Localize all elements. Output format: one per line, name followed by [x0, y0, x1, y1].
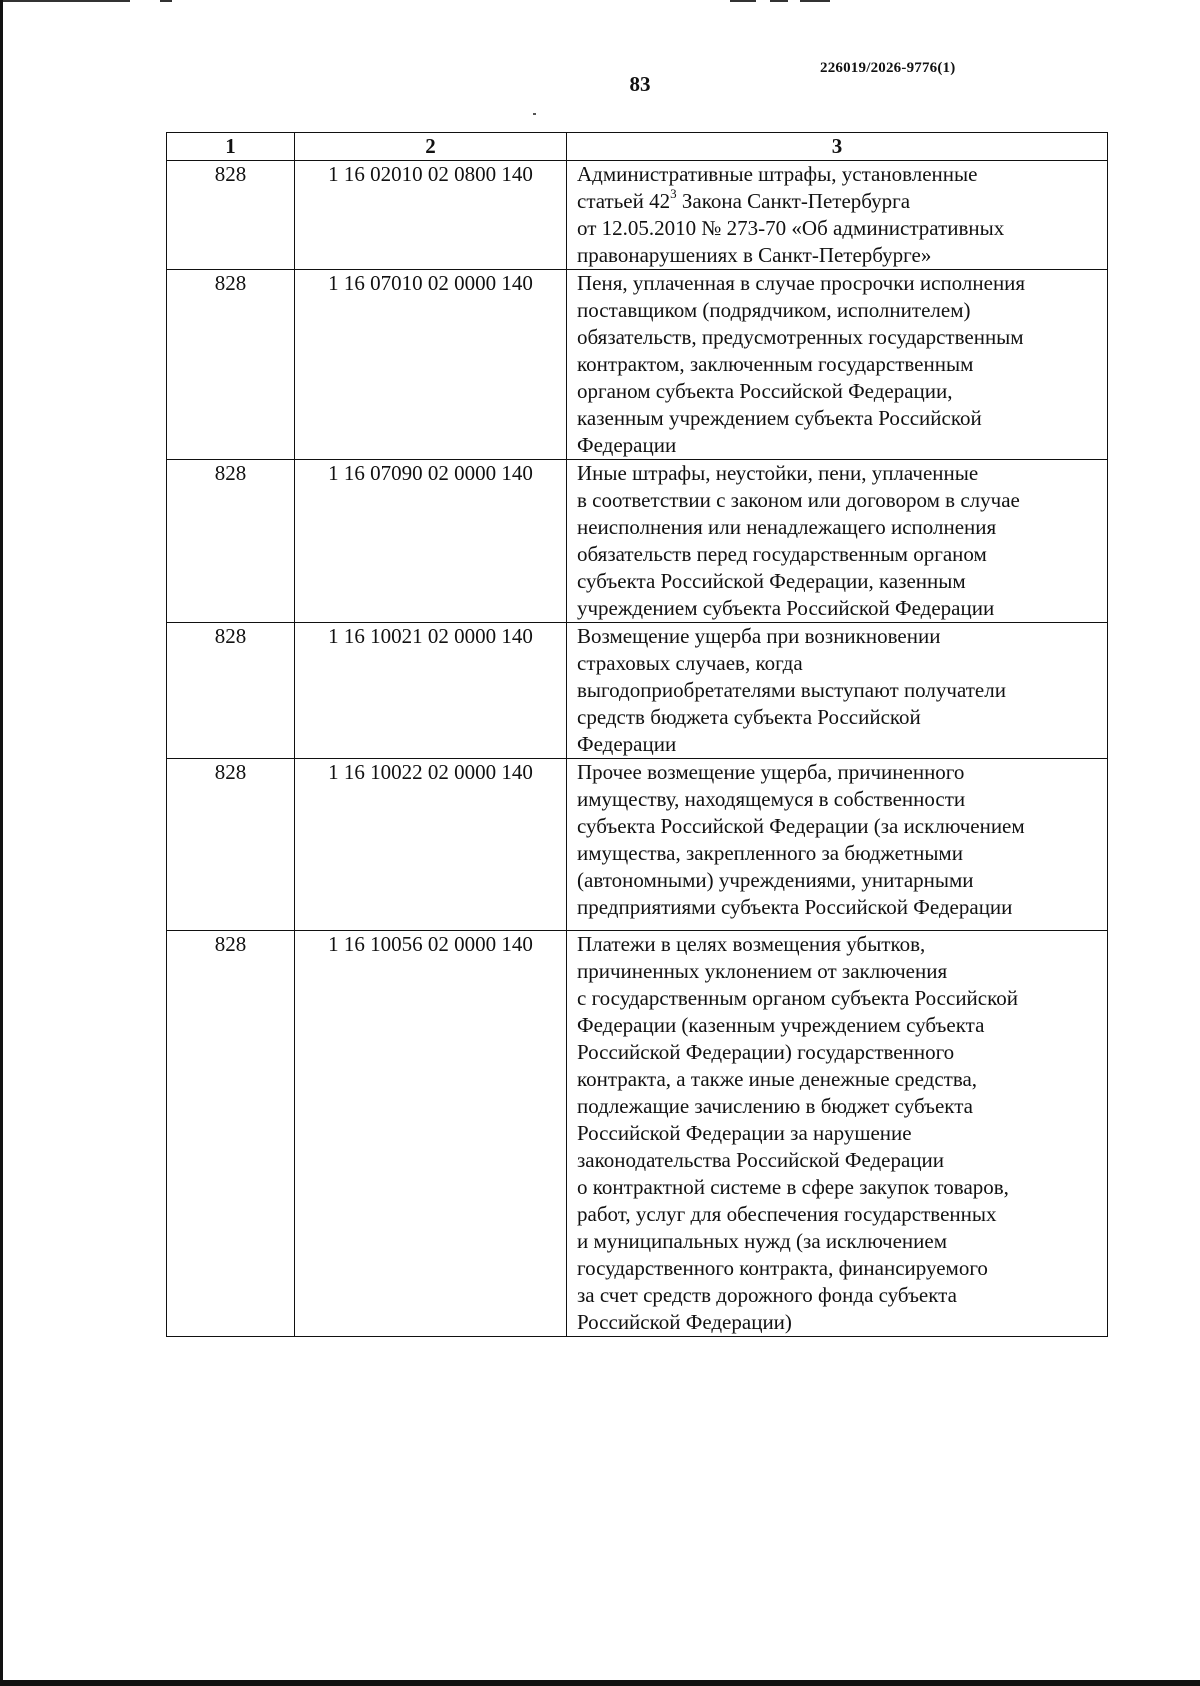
column-header-2: 2 — [295, 133, 567, 161]
admin-code-cell: 828 — [167, 460, 295, 623]
table-header — [167, 133, 1108, 161]
description-line: субъекта Российской Федерации (за исключением — [577, 814, 1025, 838]
description-line: Федерации — [577, 732, 677, 756]
admin-code-cell: 828 — [167, 161, 295, 270]
description-line: Российской Федерации) государственного — [577, 1040, 955, 1064]
description-line: имущества, закрепленного за бюджетными — [577, 841, 963, 865]
description-line: субъекта Российской Федерации, казенным — [577, 569, 966, 593]
description-line: страховых случаев, когда — [577, 651, 803, 675]
table-row — [167, 931, 1108, 1337]
scan-top-edge — [0, 0, 1200, 4]
revenue-code-cell: 1 16 07090 02 0000 140 — [295, 460, 567, 623]
description-line: Федерации (казенным учреждением субъекта — [577, 1013, 985, 1037]
page-number: 83 — [629, 72, 651, 96]
table-row — [167, 759, 1108, 931]
description-line: (автономными) учреждениями, унитарными — [577, 868, 974, 892]
description-cell — [567, 161, 1108, 270]
description-line: органом субъекта Российской Федерации, — [577, 379, 953, 403]
description-line: Пеня, уплаченная в случае просрочки исполнения — [577, 271, 1026, 295]
description-line: Иные штрафы, неустойки, пени, уплаченные — [577, 461, 979, 485]
description-line: контрактом, заключенным государственным — [577, 352, 974, 376]
description-line: Российской Федерации за нарушение — [577, 1121, 912, 1145]
description-line: имуществу, находящемуся в собственности — [577, 787, 966, 811]
admin-code-cell: 828 — [167, 759, 295, 931]
description-line: Платежи в целях возмещения убытков, — [577, 932, 926, 956]
admin-code-cell: 828 — [167, 270, 295, 460]
description-line: Федерации — [577, 433, 677, 457]
description-line: с государственным органом субъекта Российской — [577, 986, 1018, 1010]
table-row — [167, 270, 1108, 460]
description-line: неисполнения или ненадлежащего исполнения — [577, 515, 997, 539]
description-cell — [567, 623, 1108, 759]
admin-code-cell: 828 — [167, 623, 295, 759]
table-row — [167, 623, 1108, 759]
description-line: Прочее возмещение ущерба, причиненного — [577, 760, 965, 784]
description-line: и муниципальных нужд (за исключением — [577, 1229, 947, 1253]
description-line: Российской Федерации) — [577, 1310, 792, 1334]
table-row — [167, 161, 1108, 270]
description-line: работ, услуг для обеспечения государственных — [577, 1202, 997, 1226]
description-line — [577, 188, 1101, 215]
description-line: Административные штрафы, установленные — [577, 162, 978, 186]
header-row — [167, 133, 1108, 161]
description-line: контракта, а также иные денежные средства, — [577, 1067, 978, 1091]
description-line: Возмещение ущерба при возникновении — [577, 624, 941, 648]
description-line: государственного контракта, финансируемого — [577, 1256, 988, 1280]
table-body — [167, 161, 1108, 1337]
description-line: казенным учреждением субъекта Российской — [577, 406, 982, 430]
description-text: Закона Санкт-Петербурга — [676, 189, 911, 213]
column-header-1: 1 — [167, 133, 295, 161]
revenue-code-cell: 1 16 10021 02 0000 140 — [295, 623, 567, 759]
revenue-code-cell: 1 16 10022 02 0000 140 — [295, 759, 567, 931]
document-registration-number: 226019/2026-9776(1) — [820, 60, 956, 76]
description-cell — [567, 460, 1108, 623]
description-line: от 12.05.2010 № 273-70 «Об административных — [577, 216, 1005, 240]
description-line: учреждением субъекта Российской Федерации — [577, 596, 995, 620]
description-line: выгодоприобретателями выступают получатели — [577, 678, 1006, 702]
description-line: обязательств перед государственным органом — [577, 542, 987, 566]
article-superscript: 3 — [670, 186, 677, 201]
description-line: обязательств, предусмотренных государственным — [577, 325, 1024, 349]
description-line: законодательства Российской Федерации — [577, 1148, 945, 1172]
description-line: правонарушениях в Санкт-Петербурге» — [577, 243, 932, 267]
scan-left-edge — [0, 0, 3, 1686]
scan-speck — [533, 113, 536, 115]
description-cell — [567, 931, 1108, 1337]
description-line: средств бюджета субъекта Российской — [577, 705, 921, 729]
description-cell — [567, 270, 1108, 460]
description-line: поставщиком (подрядчиком, исполнителем) — [577, 298, 971, 322]
description-line: за счет средств дорожного фонда субъекта — [577, 1283, 957, 1307]
description-line: причиненных уклонением от заключения — [577, 959, 948, 983]
description-line: подлежащие зачислению в бюджет субъекта — [577, 1094, 973, 1118]
table-row — [167, 460, 1108, 623]
admin-code-cell: 828 — [167, 931, 295, 1337]
description-line: в соответствии с законом или договором в случае — [577, 488, 1020, 512]
revenue-code-cell: 1 16 07010 02 0000 140 — [295, 270, 567, 460]
column-header-3: 3 — [567, 133, 1108, 161]
scan-bottom-edge — [0, 1680, 1200, 1686]
revenue-codes-table — [166, 132, 1108, 1337]
description-line: о контрактной системе в сфере закупок товаров, — [577, 1175, 1009, 1199]
revenue-code-cell: 1 16 10056 02 0000 140 — [295, 931, 567, 1337]
description-line: предприятиями субъекта Российской Федерации — [577, 895, 1013, 919]
description-text: статьей 42 — [577, 189, 671, 213]
description-cell — [567, 759, 1108, 931]
revenue-code-cell: 1 16 02010 02 0800 140 — [295, 161, 567, 270]
